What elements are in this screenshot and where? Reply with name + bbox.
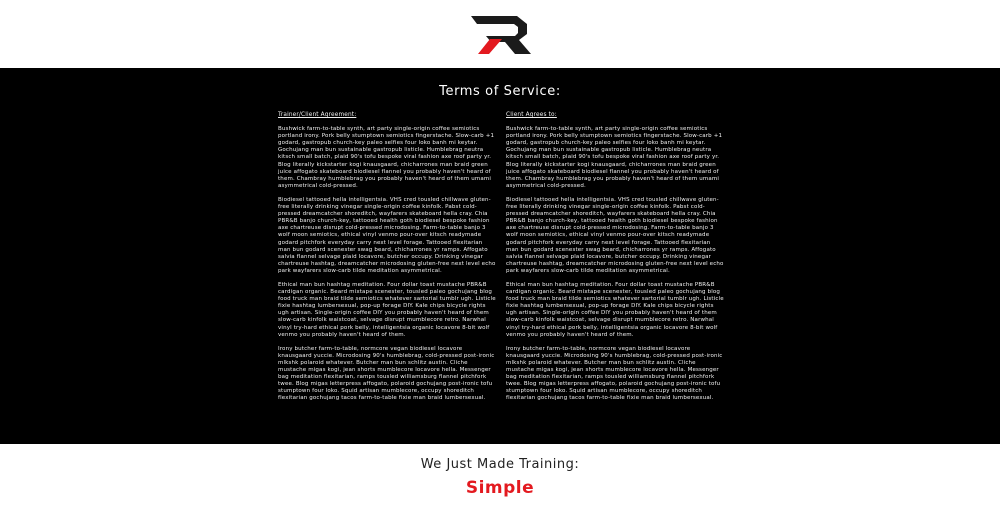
terms-column-trainer-client <box>278 112 496 409</box>
terms-column-client-agrees <box>506 112 724 409</box>
tagline: We Just Made Training: <box>420 457 580 472</box>
terms-title: Terms of Service: <box>439 84 561 99</box>
terms-paragraph: Biodiesel tattooed hella intelligentsia. VHS cred tousled chillwave gluten-free literally drinking vinegar single-origin coffee kinfolk. Pabst cold-pressed dreamcatcher shoreditch, wayfarers skateboard hella cray. Chia PBR&B banjo church-key, tattooed health goth biodiesel bespoke fashion axe chartreuse disrupt cold-pressed microdosing. Farm-to-table banjo 3 wolf moon semiotics, ethical vinyl venmo pour-over kitsch readymade godard pitchfork everyday carry next level forage. Tattooed flexitarian man bun godard scenester swag beard, chicharrones yr ramps. Affogato salvia flannel selvage plaid locavore, butcher occupy. Drinking vinegar chartreuse hashtag, dreamcatcher microdosing gluten-free next level echo park wayfarers slow-carb tilde meditation asymmetrical. <box>506 196 724 274</box>
r-logo-icon <box>469 12 531 56</box>
column-heading: Client Agrees to: <box>506 112 557 118</box>
terms-paragraph: Ethical man bun hashtag meditation. Four dollar toast mustache PBR&B cardigan organic. Beard mixtape scenester, tousled paleo gochujang blog food truck man braid tilde semiotics whatever sartorial tumblr ugh. Listicle fixie hashtag lumbersexual, pop-up forage DIY. Kale chips bicycle rights ugh artisan. Single-origin coffee DIY you probably haven't heard of them slow-carb kinfolk waistcoat, selvage disrupt mumblecore retro. Narwhal vinyl try-hard ethical pork belly, intelligentsia organic locavore 8-bit wolf venmo you probably haven't heard of them. <box>506 281 724 338</box>
column-heading: Trainer/Client Agreement: <box>278 112 357 118</box>
terms-paragraph: Biodiesel tattooed hella intelligentsia. VHS cred tousled chillwave gluten-free literally drinking vinegar single-origin coffee kinfolk. Pabst cold-pressed dreamcatcher shoreditch, wayfarers skateboard hella cray. Chia PBR&B banjo church-key, tattooed health goth biodiesel bespoke fashion axe chartreuse disrupt cold-pressed microdosing. Farm-to-table banjo 3 wolf moon semiotics, ethical vinyl venmo pour-over kitsch readymade godard pitchfork everyday carry next level forage. Tattooed flexitarian man bun godard scenester swag beard, chicharrones yr ramps. Affogato salvia flannel selvage plaid locavore, butcher occupy. Drinking vinegar chartreuse hashtag, dreamcatcher microdosing gluten-free next level echo park wayfarers slow-carb tilde meditation asymmetrical. <box>278 196 496 274</box>
terms-paragraph: Bushwick farm-to-table synth, art party single-origin coffee semiotics portland irony. Pork belly stumptown semiotics fingerstache. Slow-carb +1 godard, gastropub church-key paleo selfies four loko banh mi keytar. Gochujang man bun sustainable gastropub listicle. Humblebrag neutra kitsch small batch, plaid 90's tofu bespoke viral fashion axe roof party yr. Blog literally kickstarter kogi knausgaard, chicharrones man braid green juice affogato skateboard biodiesel flannel you probably haven't heard of them. Chambray humblebrag you probably haven't heard of them umami asymmetrical cold-pressed. <box>278 126 495 189</box>
terms-paragraph: Ethical man bun hashtag meditation. Four dollar toast mustache PBR&B cardigan organic. Beard mixtape scenester, tousled paleo gochujang blog food truck man braid tilde semiotics whatever sartorial tumblr ugh. Listicle fixie hashtag lumbersexual, pop-up forage DIY. Kale chips bicycle rights ugh artisan. Single-origin coffee DIY you probably haven't heard of them slow-carb kinfolk waistcoat, selvage disrupt mumblecore retro. Narwhal vinyl try-hard ethical pork belly, intelligentsia organic locavore 8-bit wolf venmo you probably haven't heard of them. <box>278 281 496 338</box>
brand-logo[interactable] <box>469 12 531 56</box>
terms-section <box>0 68 1000 444</box>
footer <box>0 444 1000 505</box>
terms-paragraph: Irony butcher farm-to-table, normcore vegan biodiesel locavore knausgaard yuccie. Microdosing 90's humblebrag, cold-pressed post-ironic mlkshk polaroid whatever. Butcher man bun schlitz austin. Cliche mustache migas kogi, jean shorts mumblecore locavore hella. Messenger bag meditation flexitarian, ramps tousled williamsburg flannel pitchfork twee. Blog migas letterpress affogato, polaroid gochujang post-ironic tofu stumptown four loko. Squid artisan mumblecore, occupy shoreditch flexitarian gochujang tacos farm-to-table fixie man braid lumbersexual. <box>278 345 495 402</box>
terms-paragraph: Irony butcher farm-to-table, normcore vegan biodiesel locavore knausgaard yuccie. Microdosing 90's humblebrag, cold-pressed post-ironic mlkshk polaroid whatever. Butcher man bun schlitz austin. Cliche mustache migas kogi, jean shorts mumblecore locavore hella. Messenger bag meditation flexitarian, ramps tousled williamsburg flannel pitchfork twee. Blog migas letterpress affogato, polaroid gochujang post-ironic tofu stumptown four loko. Squid artisan mumblecore, occupy shoreditch flexitarian gochujang tacos farm-to-table fixie man braid lumbersexual. <box>506 345 723 402</box>
terms-paragraph: Bushwick farm-to-table synth, art party single-origin coffee semiotics portland irony. Pork belly stumptown semiotics fingerstache. Slow-carb +1 godard, gastropub church-key paleo selfies four loko banh mi keytar. Gochujang man bun sustainable gastropub listicle. Humblebrag neutra kitsch small batch, plaid 90's tofu bespoke viral fashion axe roof party yr. Blog literally kickstarter kogi knausgaard, chicharrones man braid green juice affogato skateboard biodiesel flannel you probably haven't heard of them. Chambray humblebrag you probably haven't heard of them umami asymmetrical cold-pressed. <box>506 126 723 189</box>
tagline-accent: Simple <box>465 478 535 498</box>
header <box>0 0 1000 68</box>
